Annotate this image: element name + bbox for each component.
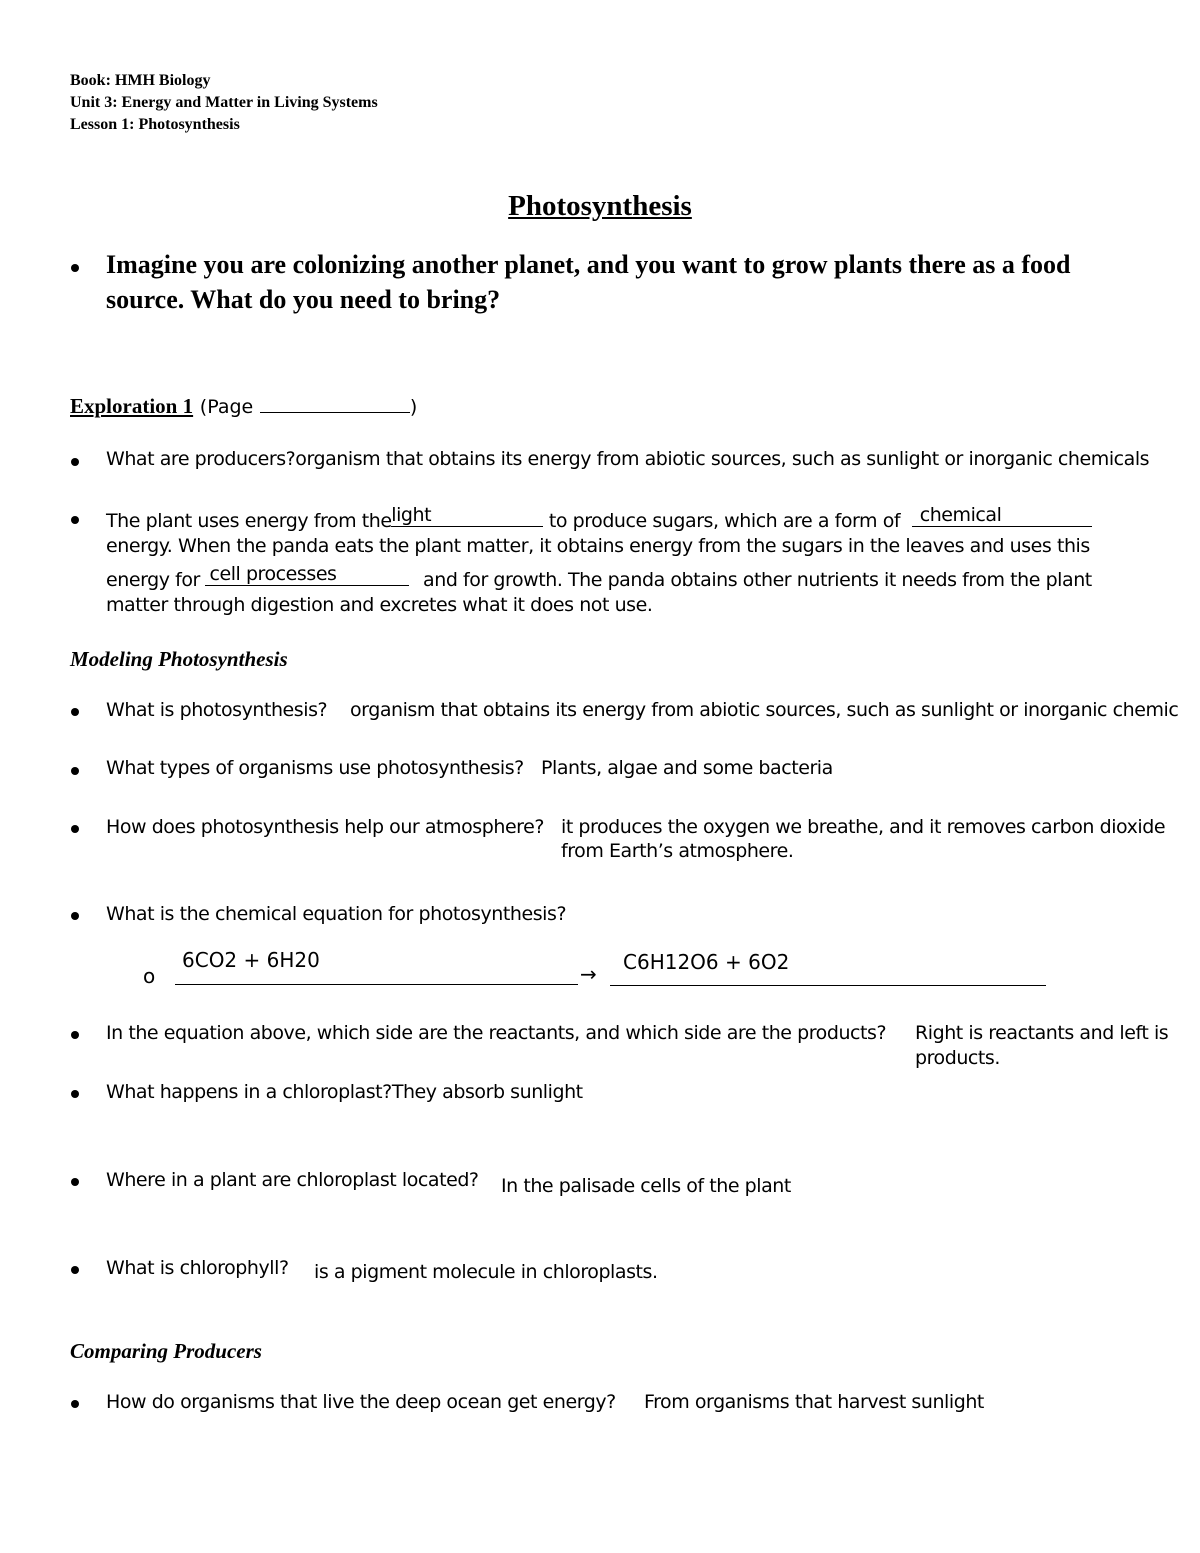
reactants-question: In the equation above, which side are the reactants, and which side are the products? <box>106 1022 887 1044</box>
comparing-heading: Comparing Producers <box>70 1339 262 1363</box>
page-title: Photosynthesis <box>508 190 692 222</box>
producers-item <box>106 448 1149 470</box>
bullet-icon <box>71 1266 79 1274</box>
equation-left-line <box>175 984 578 985</box>
blank-cell-processes-value: cell processes <box>209 563 337 585</box>
intro-question-line2: source. What do you need to bring? <box>106 285 501 314</box>
bullet-icon <box>71 1090 79 1098</box>
producers-question: What are producers? <box>106 448 296 470</box>
chloroplast-answer: They absorb sunlight <box>391 1081 583 1103</box>
exploration-page-close: ) <box>409 396 418 418</box>
reactants-answer-line1: Right is reactants and left is <box>915 1022 1169 1044</box>
plant-text-4: and for growth. The panda obtains other nutrients it needs from the plant <box>417 569 1092 591</box>
chloroplast-question: What happens in a chloroplast? <box>106 1081 392 1103</box>
location-answer: In the palisade cells of the plant <box>501 1175 791 1197</box>
bullet-icon <box>71 767 79 775</box>
photosynthesis-question: What is photosynthesis? <box>106 699 328 721</box>
bullet-icon <box>71 708 79 716</box>
producers-answer: organism that obtains its energy from abiotic sources, such as sunlight or inorganic chemicals <box>295 448 1150 470</box>
plant-paragraph-line2: energy. When the panda eats the plant matter, it obtains energy from the sugars in the leaves and uses this <box>106 535 1090 557</box>
plant-paragraph-line4: matter through digestion and excretes what it does not use. <box>106 594 653 616</box>
organisms-question: What types of organisms use photosynthesis? <box>106 757 524 779</box>
deep-ocean-question: How do organisms that live the deep ocean get energy? <box>106 1391 616 1413</box>
bullet-icon <box>71 1178 79 1186</box>
bullet-icon <box>71 458 79 466</box>
reactants-answer-line2: products. <box>915 1047 1000 1069</box>
location-question: Where in a plant are chloroplast located? <box>106 1169 479 1191</box>
equation-right-line <box>610 985 1046 986</box>
book-label: Book: HMH Biology <box>70 72 211 89</box>
atmosphere-question: How does photosynthesis help our atmosphere? <box>106 816 544 838</box>
sub-bullet: o <box>143 964 156 988</box>
arrow-icon: → <box>580 962 597 986</box>
exploration-heading <box>70 394 417 419</box>
equation-right: C6H12O6 + 6O2 <box>623 950 790 974</box>
page-number-blank[interactable] <box>260 396 410 413</box>
bullet-icon <box>71 1400 79 1408</box>
bullet-icon <box>71 912 79 920</box>
modeling-heading: Modeling Photosynthesis <box>70 647 288 671</box>
unit-label: Unit 3: Energy and Matter in Living Systems <box>70 94 378 111</box>
plant-text-2: to produce sugars, which are a form of <box>543 510 906 532</box>
atmosphere-answer-line2: from Earth’s atmosphere. <box>561 840 794 862</box>
bullet-icon <box>71 825 79 833</box>
organisms-answer: Plants, algae and some bacteria <box>541 757 833 779</box>
chlorophyll-answer: is a pigment molecule in chloroplasts. <box>314 1261 658 1283</box>
lesson-label: Lesson 1: Photosynthesis <box>70 116 240 133</box>
blank-chemical[interactable] <box>912 506 1092 527</box>
chloroplast-item <box>106 1081 583 1103</box>
bullet-icon <box>71 1031 79 1039</box>
chlorophyll-question: What is chlorophyll? <box>106 1257 289 1279</box>
photosynthesis-answer: organism that obtains its energy from abiotic sources, such as sunlight or inorganic chemic <box>350 699 1179 721</box>
equation-question: What is the chemical equation for photosynthesis? <box>106 903 567 925</box>
exploration-label: Exploration 1 <box>70 394 194 418</box>
plant-text-3: energy for <box>106 569 206 591</box>
bullet-icon <box>71 516 79 524</box>
plant-paragraph-line1 <box>106 506 1092 532</box>
intro-question-line1: Imagine you are colonizing another planet, and you want to grow plants there as a food <box>106 250 1071 279</box>
plant-paragraph-line3 <box>106 565 1092 591</box>
blank-cell-processes[interactable] <box>205 565 409 586</box>
exploration-page-open: (Page <box>199 396 254 418</box>
equation-left: 6CO2 + 6H20 <box>182 948 320 972</box>
blank-light[interactable] <box>391 506 543 527</box>
blank-light-value: light <box>391 504 432 526</box>
atmosphere-answer-line1: it produces the oxygen we breathe, and it removes carbon dioxide <box>561 816 1166 838</box>
bullet-icon <box>71 264 79 272</box>
blank-chemical-value: chemical <box>919 504 1002 526</box>
deep-ocean-answer: From organisms that harvest sunlight <box>644 1391 984 1413</box>
plant-text-1: The plant uses energy from the <box>106 510 398 532</box>
